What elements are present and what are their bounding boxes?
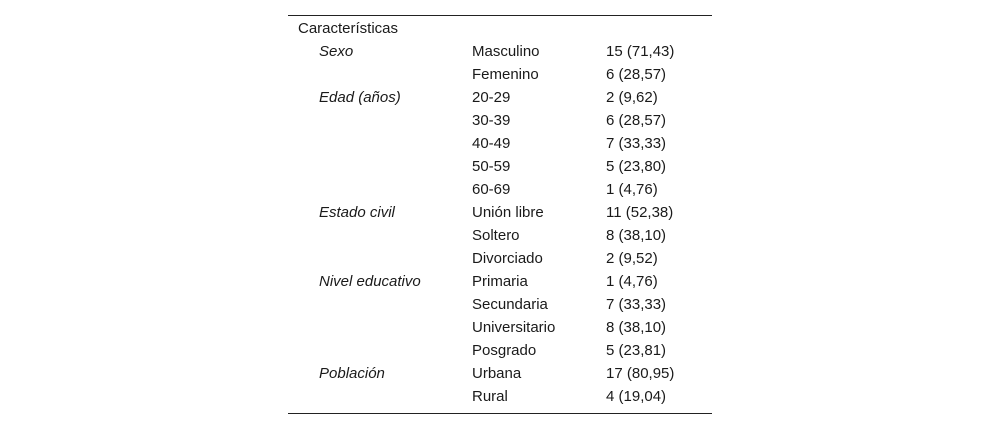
group-label <box>288 155 472 178</box>
table-row <box>288 63 712 86</box>
count-percent-value: 1 (4,76) <box>606 273 658 290</box>
group-label: Sexo <box>319 43 354 60</box>
characteristics-table <box>288 15 712 414</box>
count-percent-value: 7 (33,33) <box>606 296 667 313</box>
category-label: Universitario <box>472 319 556 336</box>
table-row <box>288 316 712 339</box>
group-label: Edad (años) <box>319 89 401 106</box>
group-label <box>288 293 472 316</box>
category-label: Primaria <box>472 273 528 290</box>
table-row <box>288 86 712 109</box>
table-row <box>288 247 712 270</box>
category-label: Unión libre <box>472 204 544 221</box>
category-label: Masculino <box>472 43 540 60</box>
category-label: Divorciado <box>472 250 543 267</box>
group-label: Estado civil <box>319 204 395 221</box>
count-percent-value: 7 (33,33) <box>606 135 667 152</box>
table-row <box>288 178 712 201</box>
group-label <box>288 339 472 362</box>
table-row <box>288 270 712 293</box>
table-row <box>288 201 712 224</box>
count-percent-value: 6 (28,57) <box>606 112 667 129</box>
group-label <box>288 178 472 201</box>
group-label <box>288 109 472 132</box>
count-percent-value: 15 (71,43) <box>606 43 675 60</box>
category-label: Soltero <box>472 227 520 244</box>
count-percent-value: 8 (38,10) <box>606 227 667 244</box>
count-percent-value: 2 (9,62) <box>606 89 658 106</box>
group-label <box>288 316 472 339</box>
group-label <box>288 385 472 408</box>
table-row <box>288 109 712 132</box>
group-label <box>288 224 472 247</box>
count-percent-value: 11 (52,38) <box>606 204 674 221</box>
group-label: Población <box>319 365 385 382</box>
category-label: 40-49 <box>472 135 511 152</box>
table-row <box>288 339 712 362</box>
count-percent-value: 1 (4,76) <box>606 181 658 198</box>
count-percent-value: 17 (80,95) <box>606 365 675 382</box>
group-label <box>288 132 472 155</box>
category-label: 20-29 <box>472 89 511 106</box>
table-header: Características <box>298 20 399 37</box>
group-label: Nivel educativo <box>319 273 421 290</box>
group-label <box>288 247 472 270</box>
category-label: 30-39 <box>472 112 511 129</box>
table-row <box>288 132 712 155</box>
count-percent-value: 6 (28,57) <box>606 66 667 83</box>
table-row <box>288 40 712 63</box>
count-percent-value: 2 (9,52) <box>606 250 658 267</box>
count-percent-value: 8 (38,10) <box>606 319 667 336</box>
category-label: Urbana <box>472 365 522 382</box>
table-row <box>288 362 712 385</box>
table-row <box>288 224 712 247</box>
group-label <box>288 63 472 86</box>
count-percent-value: 5 (23,81) <box>606 342 667 359</box>
category-label: Femenino <box>472 66 539 83</box>
table-row <box>288 293 712 316</box>
table-row <box>288 385 712 408</box>
category-label: Posgrado <box>472 342 537 359</box>
category-label: 60-69 <box>472 181 511 198</box>
table-row <box>288 155 712 178</box>
category-label: 50-59 <box>472 158 511 175</box>
table-body <box>288 40 712 408</box>
count-percent-value: 4 (19,04) <box>606 388 667 405</box>
category-label: Rural <box>472 388 508 405</box>
category-label: Secundaria <box>472 296 548 313</box>
count-percent-value: 5 (23,80) <box>606 158 667 175</box>
